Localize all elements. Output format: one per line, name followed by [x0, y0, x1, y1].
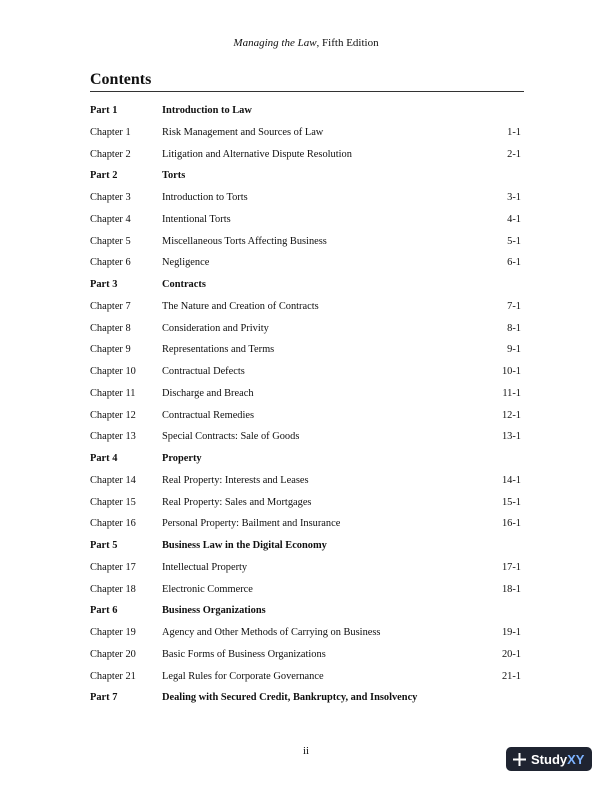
chapter-label: Chapter 11 [90, 387, 136, 399]
part-label: Part 1 [90, 105, 118, 116]
chapter-title: Litigation and Alternative Dispute Resolution [162, 148, 352, 160]
chapter-label: Chapter 17 [90, 561, 136, 573]
chapter-title: Intentional Torts [162, 213, 231, 225]
chapter-label: Chapter 15 [90, 496, 136, 508]
chapter-title: The Nature and Creation of Contracts [162, 300, 319, 312]
table-of-contents [90, 102, 521, 711]
chapter-label: Chapter 13 [90, 431, 136, 443]
chapter-label: Chapter 9 [90, 344, 131, 356]
chapter-page-number: 5-1 [507, 235, 521, 247]
chapter-page-number: 9-1 [507, 344, 521, 356]
toc-chapter-row [90, 363, 521, 385]
chapter-page-number: 11-1 [502, 387, 521, 399]
part-title: Torts [162, 170, 186, 182]
toc-chapter-row [90, 254, 521, 276]
chapter-title: Introduction to Torts [162, 192, 248, 203]
part-title: Contracts [162, 279, 206, 290]
chapter-label: Chapter 4 [90, 213, 131, 225]
chapter-title: Electronic Commerce [162, 583, 253, 595]
chapter-label: Chapter 21 [90, 670, 136, 682]
chapter-title: Basic Forms of Business Organizations [162, 648, 326, 660]
toc-chapter-row [90, 472, 521, 494]
chapter-page-number: 2-1 [507, 148, 521, 160]
part-label: Part 5 [90, 540, 118, 551]
chapter-title: Consideration and Privity [162, 322, 269, 334]
chapter-page-number: 4-1 [507, 213, 521, 225]
chapter-title: Contractual Defects [162, 366, 245, 377]
toc-chapter-row [90, 494, 521, 516]
toc-part-row [90, 602, 521, 624]
toc-chapter-row [90, 646, 521, 668]
toc-chapter-row [90, 624, 521, 646]
chapter-label: Chapter 7 [90, 300, 131, 312]
chapter-title: Real Property: Sales and Mortgages [162, 496, 312, 508]
chapter-page-number: 12-1 [501, 409, 521, 421]
brand-accent: XY [567, 751, 585, 767]
chapter-title: Negligence [162, 257, 210, 269]
part-title: Introduction to Law [162, 105, 252, 116]
part-label: Part 2 [90, 170, 118, 182]
toc-chapter-row [90, 668, 521, 690]
toc-part-row [90, 167, 521, 189]
chapter-page-number: 6-1 [507, 257, 521, 269]
part-label: Part 3 [90, 279, 118, 290]
part-label: Part 7 [90, 692, 118, 704]
chapter-label: Chapter 12 [90, 409, 136, 421]
part-label: Part 6 [90, 605, 118, 617]
toc-part-row [90, 537, 521, 559]
chapter-page-number: 18-1 [501, 583, 521, 595]
chapter-page-number: 20-1 [501, 648, 521, 660]
toc-chapter-row [90, 407, 521, 429]
chapter-title: Representations and Terms [162, 344, 275, 356]
toc-part-row [90, 276, 521, 298]
chapter-title: Intellectual Property [162, 561, 248, 573]
brand-name: Study [531, 751, 568, 767]
chapter-label: Chapter 14 [90, 474, 136, 486]
chapter-label: Chapter 8 [90, 322, 131, 334]
chapter-title: Special Contracts: Sale of Goods [162, 431, 300, 443]
part-title: Business Organizations [162, 605, 266, 617]
chapter-label: Chapter 6 [90, 257, 131, 269]
chapter-title: Real Property: Interests and Leases [162, 474, 309, 486]
toc-chapter-row [90, 298, 521, 320]
toc-part-row [90, 102, 521, 124]
toc-chapter-row [90, 233, 521, 255]
chapter-label: Chapter 10 [90, 366, 136, 377]
chapter-page-number: 14-1 [501, 474, 521, 486]
chapter-title: Miscellaneous Torts Affecting Business [162, 235, 327, 247]
toc-chapter-row [90, 559, 521, 581]
studyxy-watermark[interactable] [506, 747, 592, 771]
chapter-page-number: 3-1 [507, 192, 521, 203]
chapter-title: Risk Management and Sources of Law [162, 126, 324, 138]
page-number: ii [302, 745, 310, 757]
chapter-label: Chapter 16 [90, 518, 136, 530]
toc-chapter-row [90, 124, 521, 146]
chapter-label: Chapter 5 [90, 235, 131, 247]
chapter-label: Chapter 3 [90, 192, 131, 203]
toc-chapter-row [90, 385, 521, 407]
toc-chapter-row [90, 189, 521, 211]
chapter-page-number: 21-1 [501, 670, 521, 682]
toc-chapter-row [90, 581, 521, 603]
chapter-page-number: 15-1 [501, 496, 521, 508]
toc-chapter-row [90, 515, 521, 537]
chapter-title: Legal Rules for Corporate Governance [162, 670, 324, 682]
contents-heading: Contents [90, 71, 524, 92]
chapter-page-number: 10-1 [501, 366, 521, 377]
chapter-label: Chapter 20 [90, 648, 136, 660]
chapter-label: Chapter 19 [90, 627, 136, 638]
toc-part-row [90, 450, 521, 472]
toc-chapter-row [90, 211, 521, 233]
chapter-title: Contractual Remedies [162, 409, 255, 421]
chapter-page-number: 8-1 [507, 322, 521, 334]
chapter-title: Personal Property: Bailment and Insurance [162, 518, 341, 530]
toc-chapter-row [90, 428, 521, 450]
chapter-label: Chapter 2 [90, 148, 131, 160]
chapter-label: Chapter 18 [90, 583, 136, 595]
plus-logo-icon [513, 753, 526, 766]
chapter-title: Discharge and Breach [162, 387, 254, 399]
part-title: Business Law in the Digital Economy [162, 540, 327, 551]
toc-chapter-row [90, 320, 521, 342]
chapter-page-number: 17-1 [501, 561, 521, 573]
edition-label: , Fifth Edition [316, 37, 379, 49]
chapter-page-number: 16-1 [501, 518, 521, 530]
toc-chapter-row [90, 341, 521, 363]
chapter-page-number: 19-1 [501, 627, 521, 638]
toc-chapter-row [90, 146, 521, 168]
toc-part-row [90, 689, 521, 711]
chapter-label: Chapter 1 [90, 126, 131, 138]
part-label: Part 4 [90, 453, 118, 464]
book-title: Managing the Law [233, 37, 317, 49]
part-title: Property [162, 453, 202, 464]
chapter-page-number: 1-1 [507, 126, 521, 138]
chapter-page-number: 13-1 [501, 431, 521, 443]
running-header [0, 37, 612, 49]
chapter-page-number: 7-1 [507, 300, 521, 312]
chapter-title: Agency and Other Methods of Carrying on Business [162, 627, 381, 638]
part-title: Dealing with Secured Credit, Bankruptcy, and Insolvency [162, 692, 418, 704]
